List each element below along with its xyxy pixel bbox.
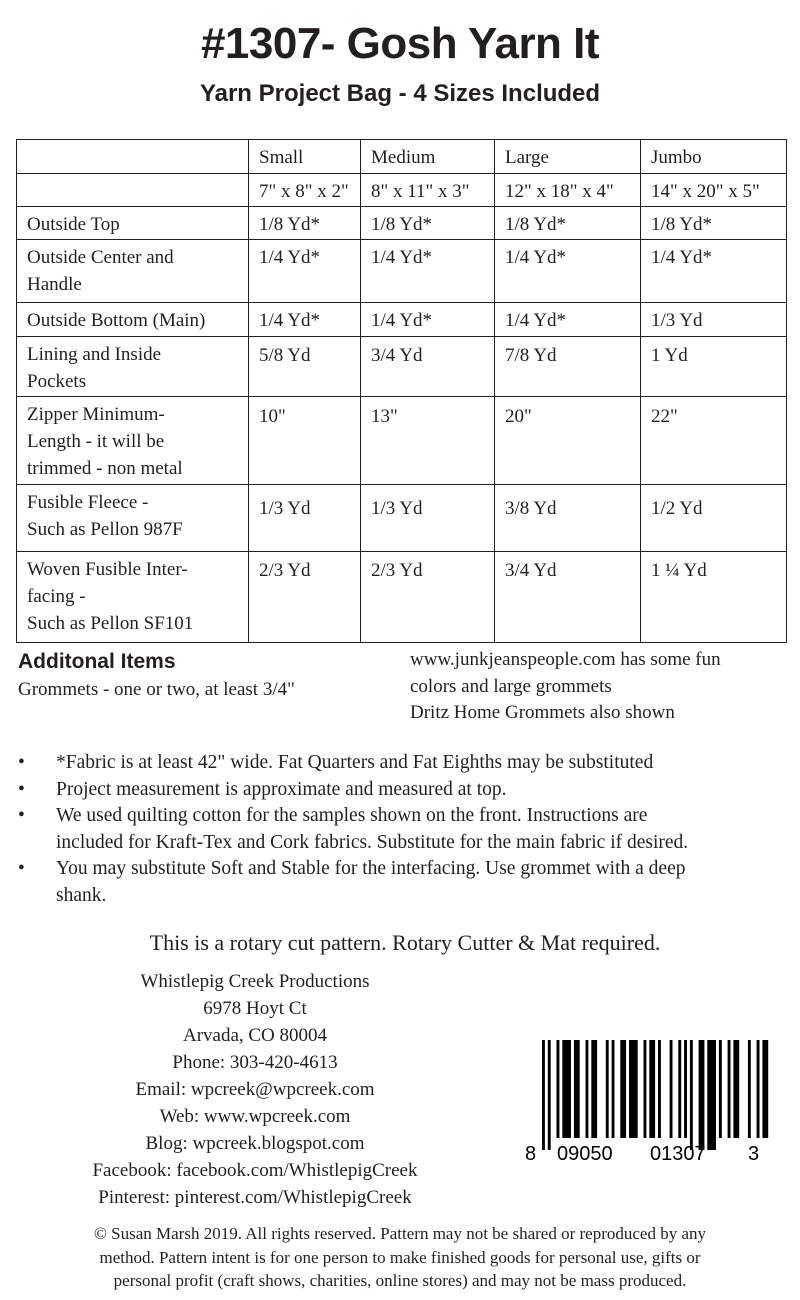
copyright-line: method. Pattern intent is for one person to make finished goods for personal use, gifts or: [99, 1247, 701, 1267]
header-cell-small: Small: [249, 140, 361, 174]
dimensions-row: [17, 174, 787, 207]
row-label-line: Such as Pellon SF101: [27, 613, 194, 634]
table-cell: 3/4 Yd: [495, 552, 641, 643]
row-label-line: Woven Fusible Inter-: [27, 559, 188, 580]
header-cell-medium: Medium: [361, 140, 495, 174]
header-cell-jumbo: Jumbo: [641, 140, 787, 174]
row-label-line: Fusible Fleece -: [27, 492, 149, 513]
barcode-bar: [586, 1040, 589, 1138]
table-row: [17, 397, 787, 485]
barcode-bar: [557, 1040, 560, 1138]
row-label-line: Outside Top: [27, 214, 120, 235]
row-label-line: facing -: [27, 586, 86, 607]
barcode-digits-left: 09050: [557, 1143, 613, 1165]
barcode-bar: [699, 1040, 705, 1150]
barcode-digit-check: 3: [748, 1143, 760, 1165]
note-line: Project measurement is approximate and measured at top.: [56, 778, 507, 800]
bullet-icon: •: [18, 858, 25, 879]
notes-list: [18, 750, 788, 909]
table-cell: 2/3 Yd: [361, 552, 495, 643]
row-label: [17, 397, 249, 485]
table-cell: 1/4 Yd*: [495, 303, 641, 337]
table-row: [17, 485, 787, 552]
table-cell: 1/8 Yd*: [249, 207, 361, 240]
barcode-bar: [542, 1040, 545, 1150]
barcode-bar: [748, 1040, 751, 1138]
grommet-source-note: [410, 647, 800, 727]
table-cell: 1/2 Yd: [641, 485, 787, 552]
barcode-bar: [728, 1040, 731, 1138]
table-cell: 1/3 Yd: [641, 303, 787, 337]
table-cell: 5/8 Yd: [249, 337, 361, 397]
row-label-line: Pockets: [27, 371, 87, 392]
table-cell: 1/4 Yd*: [361, 303, 495, 337]
company-name: Whistlepig Creek Productions: [140, 971, 370, 992]
barcode-digit-system: 8: [525, 1143, 537, 1165]
barcode-bar: [670, 1040, 673, 1138]
table-row: [17, 337, 787, 397]
requirements-table: [16, 139, 787, 643]
table-cell: 3/8 Yd: [495, 485, 641, 552]
barcode-bar: [612, 1040, 615, 1138]
street-address: 6978 Hoyt Ct: [203, 998, 307, 1019]
table-cell: 1/8 Yd*: [641, 207, 787, 240]
table-cell: 7/8 Yd: [495, 337, 641, 397]
row-label-line: Outside Center and: [27, 247, 174, 268]
bullet-icon: •: [18, 778, 25, 800]
row-label-line: Such as Pellon 987F: [27, 519, 183, 540]
note-line: included for Kraft-Tex and Cork fabrics. Substitute for the main fabric if desired.: [56, 831, 689, 853]
row-label-line: Handle: [27, 274, 82, 295]
table-cell: 1/4 Yd*: [495, 240, 641, 303]
barcode-bar: [562, 1040, 571, 1138]
bullet-icon: •: [18, 805, 25, 826]
barcode-bar: [678, 1040, 681, 1138]
barcode-bar: [733, 1040, 739, 1138]
barcode-bar: [684, 1040, 687, 1138]
additional-item-grommets: Grommets - one or two, at least 3/4": [18, 679, 295, 700]
barcode-bar: [629, 1040, 638, 1138]
contact-block: [40, 968, 470, 1211]
additional-items-heading: Additonal Items: [18, 650, 176, 673]
table-cell: 1/4 Yd*: [361, 240, 495, 303]
barcode-bar: [548, 1040, 551, 1150]
note-line: Dritz Home Grommets also shown: [410, 702, 675, 723]
list-item: [18, 777, 788, 804]
header-cell: [17, 140, 249, 174]
table-cell: 1/8 Yd*: [361, 207, 495, 240]
dimension-cell: [17, 174, 249, 207]
table-row: [17, 303, 787, 337]
copyright-notice: [0, 1222, 800, 1293]
header-cell-large: Large: [495, 140, 641, 174]
note-line: shank.: [56, 884, 107, 906]
table-cell: 1/4 Yd*: [249, 240, 361, 303]
pinterest-line: Pinterest: pinterest.com/WhistlepigCreek: [98, 1187, 412, 1208]
barcode-bar: [620, 1040, 626, 1138]
table-cell: 1/4 Yd*: [641, 240, 787, 303]
table-cell: 2/3 Yd: [249, 552, 361, 643]
table-cell: 3/4 Yd: [361, 337, 495, 397]
table-cell: 22": [641, 397, 787, 485]
table-cell: 1 ¼ Yd: [641, 552, 787, 643]
pattern-title: #1307- Gosh Yarn It: [200, 19, 600, 68]
table-row: [17, 207, 787, 240]
row-label-line: Zipper Minimum-: [27, 404, 165, 425]
table-cell: 10": [249, 397, 361, 485]
phone-line: Phone: 303-420-4613: [172, 1052, 338, 1073]
barcode-bar: [719, 1040, 722, 1138]
barcode-bar: [658, 1040, 661, 1138]
blog-line: Blog: wpcreek.blogspot.com: [145, 1133, 365, 1154]
table-row: [17, 552, 787, 643]
barcode-bar: [591, 1040, 597, 1138]
row-label-line: Length - it will be: [27, 431, 165, 452]
barcode-bar: [757, 1040, 760, 1138]
upc-barcode: [520, 1040, 770, 1165]
note-line: www.junkjeanspeople.com has some fun: [410, 649, 721, 670]
table-cell: 20": [495, 397, 641, 485]
table-cell: 1/8 Yd*: [495, 207, 641, 240]
size-header-row: [17, 140, 787, 174]
dimension-cell-large: 12" x 18" x 4": [495, 174, 641, 207]
row-label-line: Lining and Inside: [27, 344, 162, 365]
table-row: [17, 240, 787, 303]
rotary-cut-notice: This is a rotary cut pattern. Rotary Cutter & Mat required.: [149, 930, 661, 955]
row-label-line: Outside Bottom (Main): [27, 310, 206, 331]
copyright-line: © Susan Marsh 2019. All rights reserved. Pattern may not be shared or reproduced by any: [93, 1224, 707, 1243]
table-cell: 1/4 Yd*: [249, 303, 361, 337]
table-cell: 1/3 Yd: [361, 485, 495, 552]
barcode-bar: [690, 1040, 693, 1150]
barcode-bar: [707, 1040, 716, 1150]
facebook-line: Facebook: facebook.com/WhistlepigCreek: [92, 1160, 418, 1181]
barcode-bar: [649, 1040, 655, 1138]
barcode-bar: [644, 1040, 647, 1138]
note-line: We used quilting cotton for the samples shown on the front. Instructions are: [56, 805, 648, 826]
barcode-digits-right: 01307: [650, 1143, 706, 1165]
dimension-cell-small: 7" x 8" x 2": [249, 174, 361, 207]
bullet-icon: •: [18, 752, 25, 773]
note-line: You may substitute Soft and Stable for the interfacing. Use grommet with a deep: [56, 858, 686, 879]
copyright-line: personal profit (craft shows, charities, online stores) and may not be mass produced.: [113, 1271, 687, 1290]
barcode-bars: [542, 1040, 770, 1150]
table-cell: 1 Yd: [641, 337, 787, 397]
note-line: colors and large grommets: [410, 675, 612, 697]
note-line: *Fabric is at least 42" wide. Fat Quarters and Fat Eighths may be substituted: [56, 752, 654, 773]
list-item: [18, 803, 788, 856]
row-label: [17, 240, 249, 303]
row-label: [17, 303, 249, 337]
city-state-zip: Arvada, CO 80004: [182, 1025, 328, 1046]
barcode-bar: [574, 1040, 580, 1138]
list-item: [18, 856, 788, 909]
barcode-bar: [762, 1040, 768, 1138]
barcode-bar: [606, 1040, 609, 1138]
dimension-cell-medium: 8" x 11" x 3": [361, 174, 495, 207]
dimension-cell-jumbo: 14" x 20" x 5": [641, 174, 787, 207]
row-label: [17, 552, 249, 643]
pattern-subtitle: Yarn Project Bag - 4 Sizes Included: [199, 80, 601, 107]
table-cell: 13": [361, 397, 495, 485]
email-line: Email: wpcreek@wpcreek.com: [135, 1079, 375, 1100]
row-label: [17, 207, 249, 240]
row-label: [17, 485, 249, 552]
table-cell: 1/3 Yd: [249, 485, 361, 552]
list-item: [18, 750, 788, 777]
row-label: [17, 337, 249, 397]
row-label-line: trimmed - non metal: [27, 458, 183, 479]
web-line: Web: www.wpcreek.com: [159, 1106, 351, 1127]
